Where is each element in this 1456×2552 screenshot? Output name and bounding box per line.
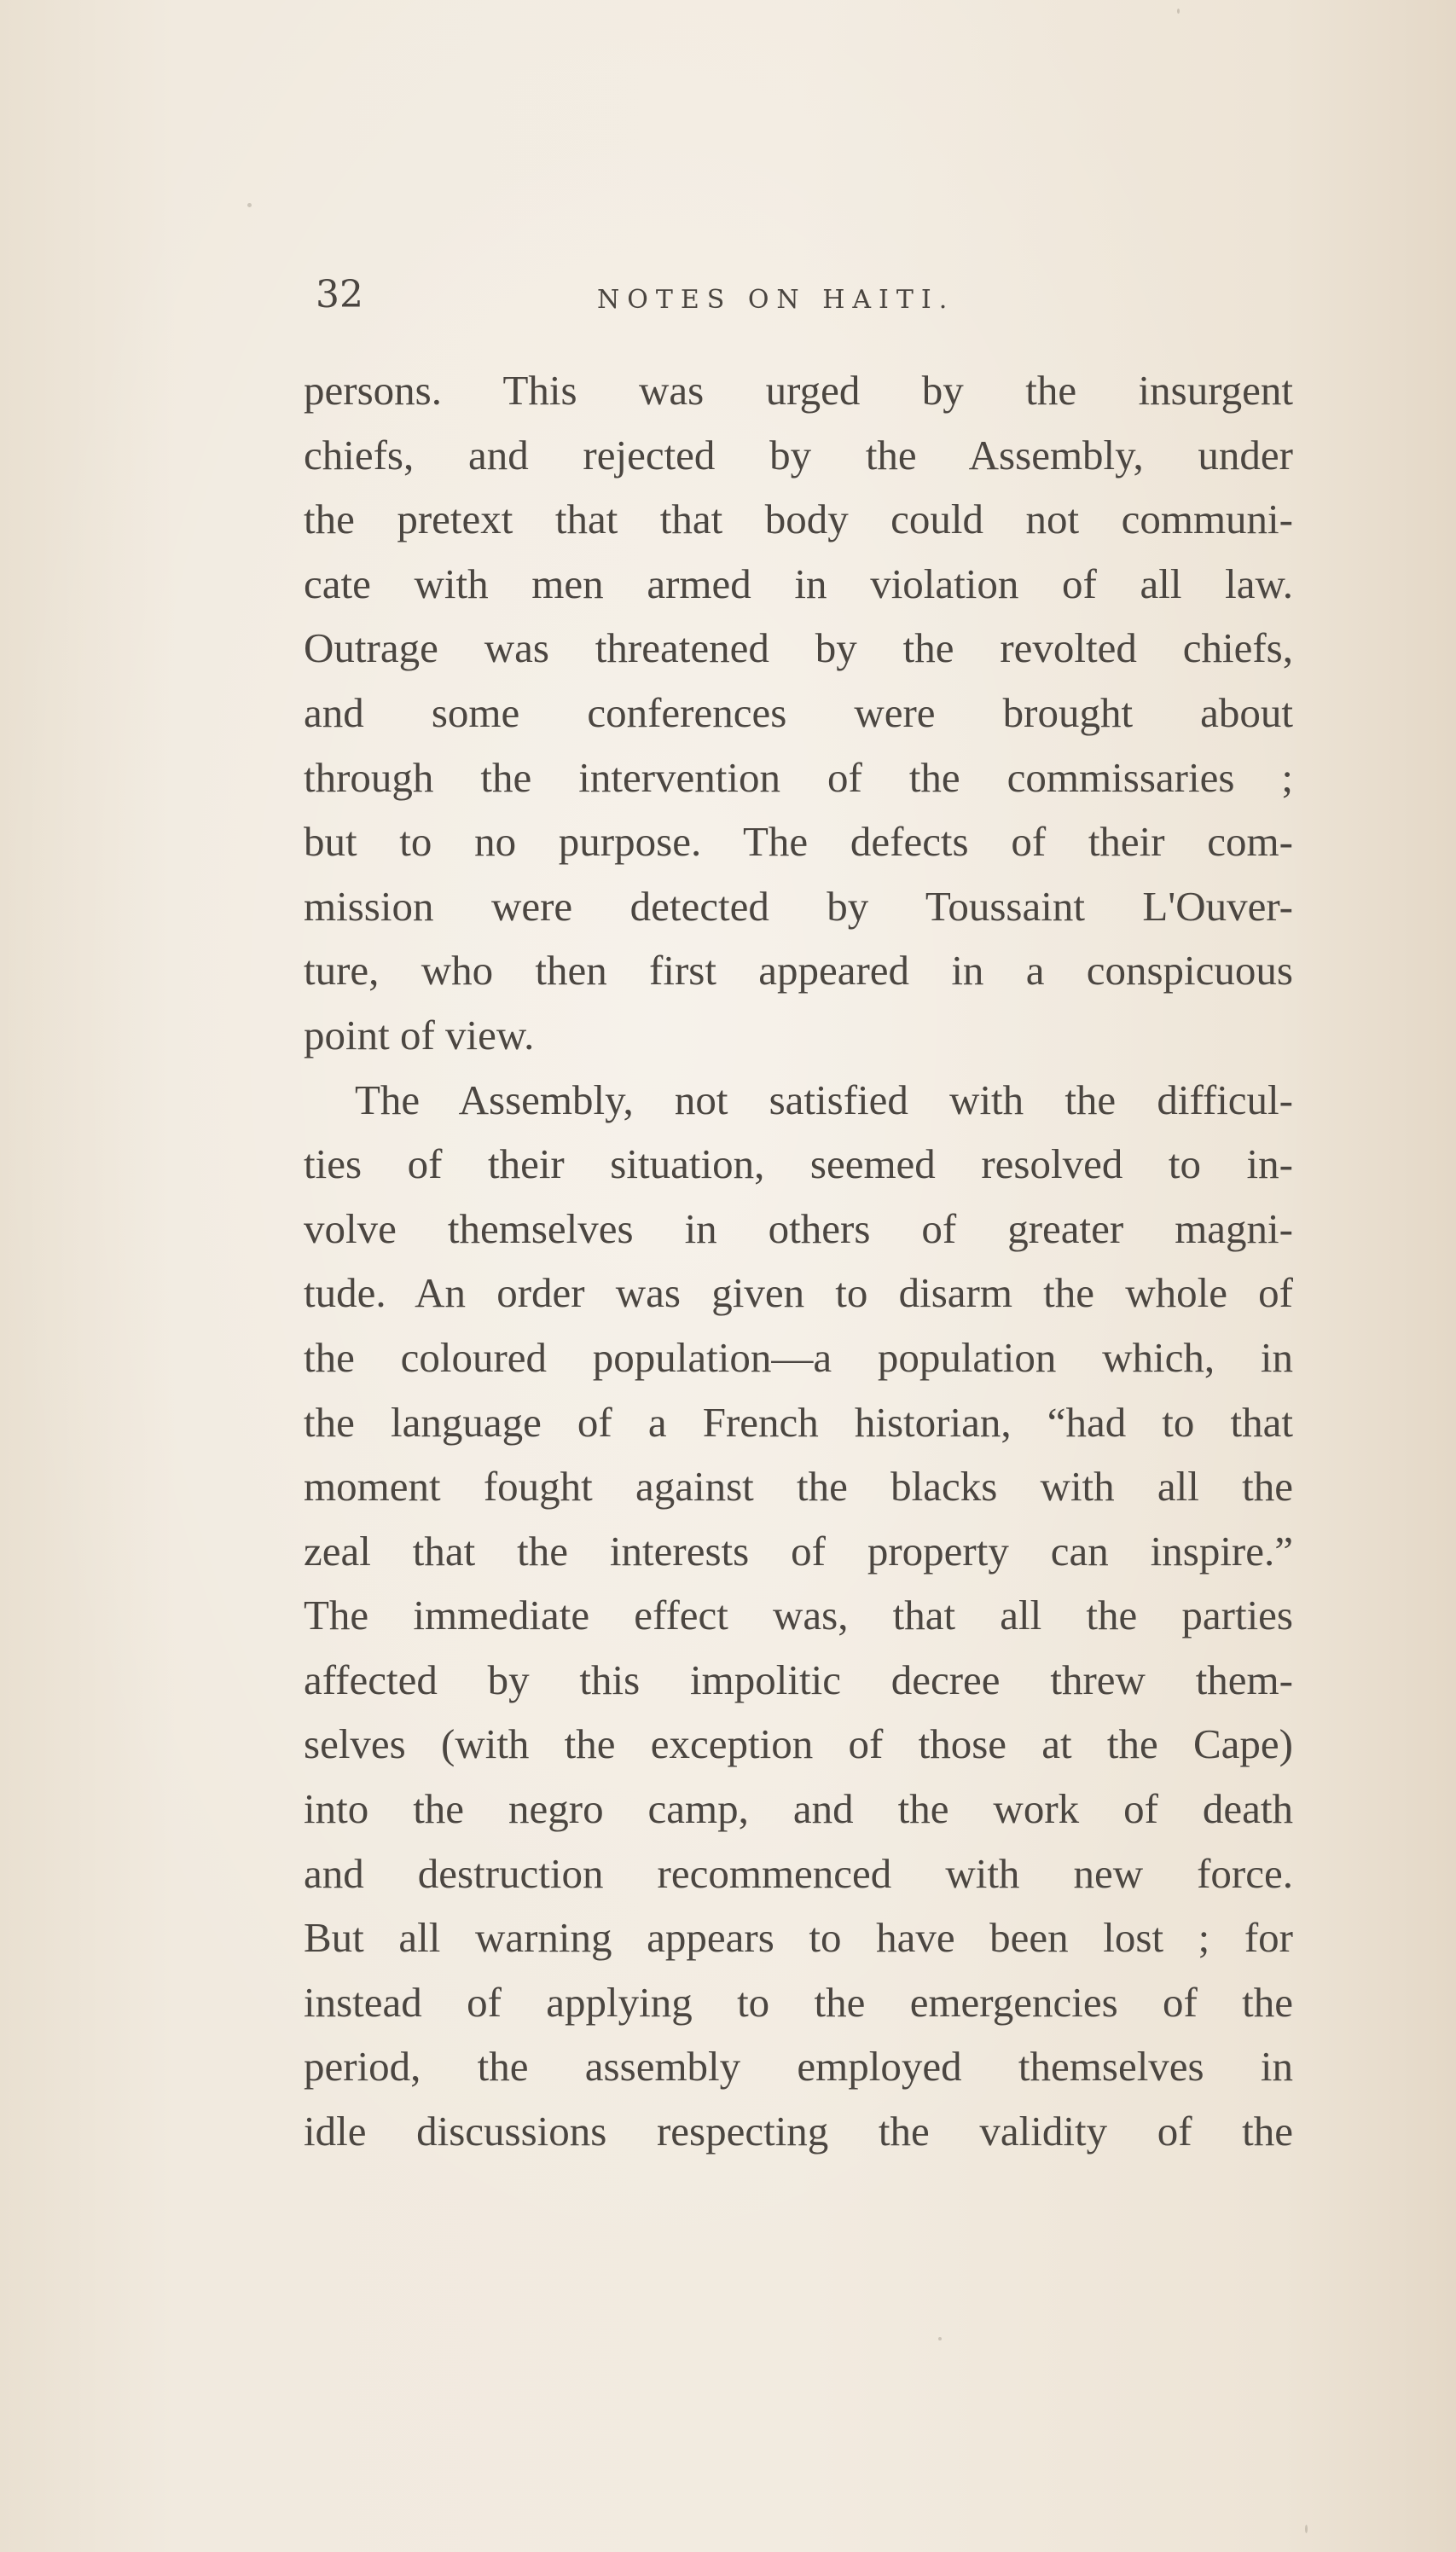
text-line: volve themselves in others of greater magni- [304, 1204, 1293, 1252]
text-line: and some conferences were brought about [304, 688, 1293, 736]
text-line: but to no purpose. The defects of their com- [304, 818, 1293, 866]
text-line: through the intervention of the commissaries ; [304, 753, 1293, 801]
text-line: Outrage was threatened by the revolted chiefs, [304, 624, 1293, 672]
paper-speck [1305, 2525, 1308, 2533]
body-text [304, 358, 1293, 2164]
page-number: 32 [316, 273, 363, 316]
text-line: ties of their situation, seemed resolved to in- [304, 1140, 1293, 1188]
text-line: moment fought against the blacks with all the [304, 1463, 1293, 1511]
text-line: mission were detected by Toussaint L'Ouver- [304, 882, 1293, 930]
paper-speck [1177, 9, 1180, 14]
text-line: selves (with the exception of those at the Cape) [304, 1720, 1293, 1768]
text-line: affected by this impolitic decree threw them- [304, 1656, 1293, 1703]
text-line: into the negro camp, and the work of death [304, 1785, 1293, 1833]
text-line: persons. This was urged by the insurgent [304, 367, 1293, 414]
text-line: the pretext that that body could not communi- [304, 496, 1293, 543]
text-line: chiefs, and rejected by the Assembly, under [304, 431, 1293, 478]
text-line: The immediate effect was, that all the parties [304, 1592, 1293, 1639]
text-line: and destruction recommenced with new force. [304, 1849, 1293, 1897]
text-line: idle discussions respecting the validity of the [304, 2108, 1293, 2155]
page-header [307, 270, 1296, 321]
text-line: The Assembly, not satisfied with the difficul- [355, 1076, 1293, 1123]
text-line: But all warning appears to have been lost ; for [304, 1914, 1293, 1962]
text-line: the language of a French historian, “had to that [304, 1398, 1293, 1446]
text-line: the coloured population—a population which, in [304, 1333, 1293, 1381]
running-head: NOTES ON HAITI. [597, 285, 955, 315]
text-line: zeal that the interests of property can inspire.” [304, 1527, 1293, 1575]
text-line: tude. An order was given to disarm the whole of [304, 1269, 1293, 1317]
paper-speck [938, 2337, 942, 2340]
paper-speck [247, 203, 252, 207]
text-line: period, the assembly employed themselves in [304, 2043, 1293, 2091]
text-line: ture, who then first appeared in a conspicuous [304, 947, 1293, 995]
text-line: cate with men armed in violation of all law. [304, 560, 1293, 607]
text-line: point of view. [304, 1011, 535, 1058]
text-line: instead of applying to the emergencies of the [304, 1978, 1293, 2026]
